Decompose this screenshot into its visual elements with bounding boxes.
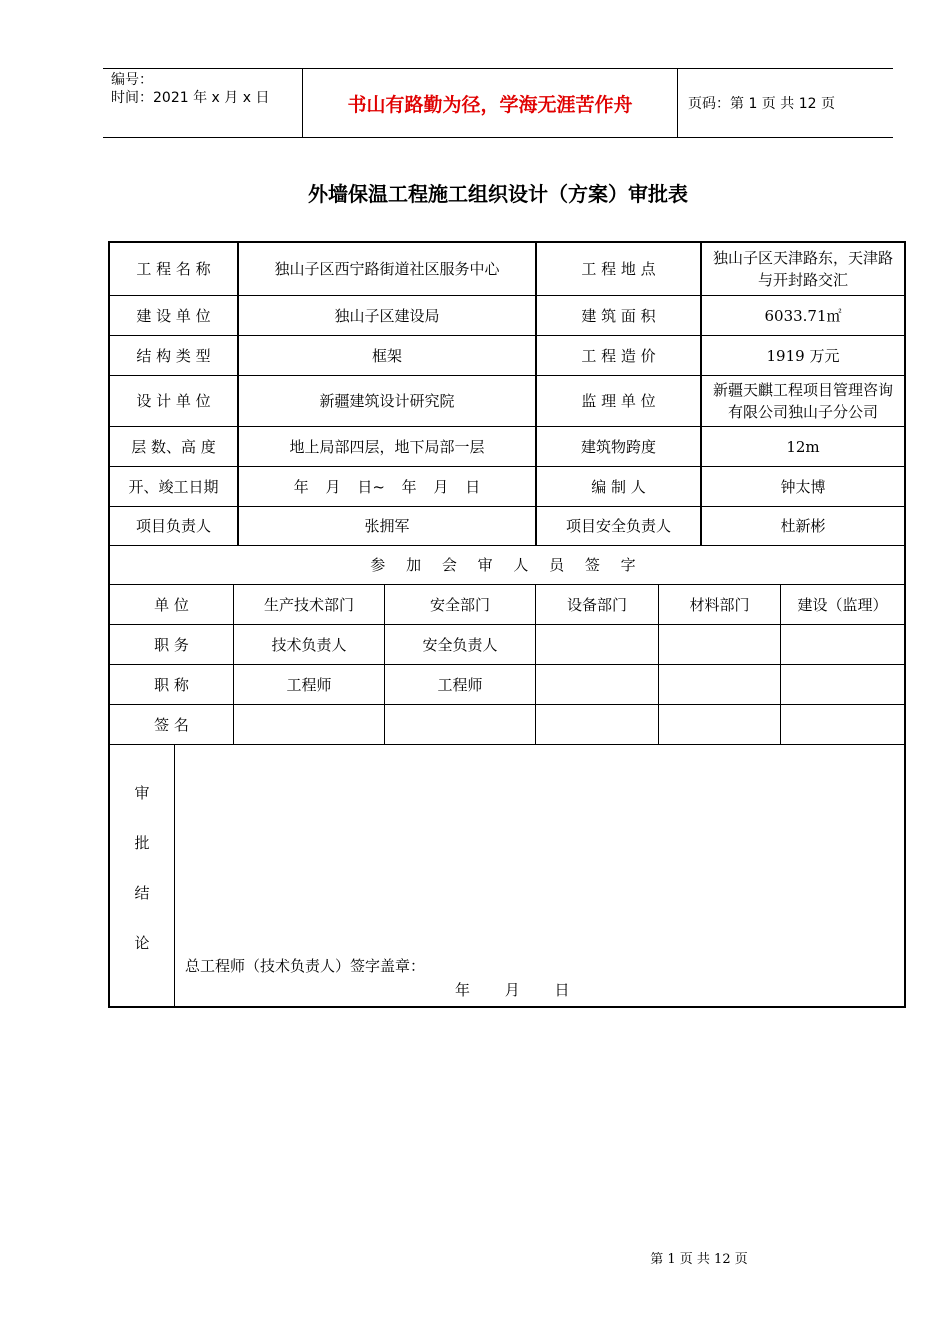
page-footer: 第 1 页 共 12 页 <box>650 1252 748 1267</box>
designer-value: 新疆建筑设计研究院 <box>319 392 455 410</box>
department-cell: 设备部门 <box>566 595 627 614</box>
designer-label: 设 计 单 位 <box>136 392 211 410</box>
rank-cell: 工程师 <box>437 675 483 694</box>
review-heading: 参 加 会 审 人 员 签 字 <box>370 556 644 574</box>
pm-value: 张拥军 <box>364 517 410 535</box>
builder-value: 独山子区建设局 <box>334 306 440 325</box>
header-meta <box>103 69 303 137</box>
time-label: 时间：2021 年 x 月 x 日 <box>111 90 270 106</box>
approval-form <box>108 241 906 1008</box>
signature-cell[interactable] <box>781 705 904 744</box>
safety-pm-value: 杜新彬 <box>780 517 826 535</box>
compiler-value: 钟太博 <box>780 477 826 496</box>
floors-value: 地上局部四层，地下局部一层 <box>289 437 485 456</box>
project-location-label: 工 程 地 点 <box>581 260 656 278</box>
duty-cell: 安全负责人 <box>422 635 498 654</box>
department-cell: 安全部门 <box>429 595 490 614</box>
rank-cell <box>781 665 904 704</box>
rank-cell: 工程师 <box>286 675 332 694</box>
structure-value: 框架 <box>371 346 402 365</box>
page-header <box>103 68 893 138</box>
approval-conclusion-label <box>110 778 174 958</box>
supervisor-label: 监 理 单 位 <box>581 392 656 410</box>
dates-label: 开、竣工日期 <box>128 477 219 496</box>
approval-label-char: 论 <box>134 934 150 952</box>
cost-label: 工 程 造 价 <box>581 346 656 365</box>
review-unit-label: 单 位 <box>154 595 189 614</box>
span-label: 建筑物跨度 <box>580 437 656 456</box>
project-name-label: 工 程 名 称 <box>136 260 211 278</box>
structure-label: 结 构 类 型 <box>136 346 211 365</box>
header-motto: 书山有路勤为径，学海无涯苦作舟 <box>303 69 678 137</box>
header-page-info: 页码：第 1 页 共 12 页 <box>688 96 835 112</box>
duty-cell <box>659 625 780 664</box>
signature-cell[interactable] <box>234 705 384 744</box>
approval-label-char: 批 <box>134 834 150 852</box>
approval-label-char: 结 <box>134 884 150 902</box>
project-name-value: 独山子区西宁路街道社区服务中心 <box>274 260 500 278</box>
department-cell: 生产技术部门 <box>263 595 354 614</box>
review-sign-label: 签 名 <box>154 715 189 734</box>
approval-date-line: 年 月 日 <box>455 981 570 999</box>
cost-value: 1919 万元 <box>766 346 840 365</box>
duty-cell <box>536 625 658 664</box>
review-duty-label: 职 务 <box>154 635 189 654</box>
area-value: 6033.71㎡ <box>764 306 842 325</box>
builder-label: 建 设 单 位 <box>136 306 211 325</box>
pm-label: 项目负责人 <box>135 517 211 535</box>
signature-cell[interactable] <box>659 705 780 744</box>
floors-label: 层 数、高 度 <box>131 437 216 456</box>
dates-value: 年 月 日~ 年 月 日 <box>293 477 481 496</box>
department-cell: 材料部门 <box>689 595 750 614</box>
document-title: 外墙保温工程施工组织设计（方案）审批表 <box>308 182 688 206</box>
department-cell: 建设（监理） <box>797 595 888 614</box>
safety-pm-label: 项目安全负责人 <box>565 517 671 535</box>
rank-cell <box>659 665 780 704</box>
duty-cell: 技术负责人 <box>271 635 347 654</box>
compiler-label: 编 制 人 <box>591 477 646 496</box>
supervisor-value: 新疆天麒工程项目管理咨询有限公司独山子分公司 <box>712 381 893 421</box>
chief-engineer-signature-line: 总工程师（技术负责人）签字盖章： <box>185 957 426 975</box>
area-label: 建 筑 面 积 <box>581 306 656 325</box>
project-location-value: 独山子区天津路东，天津路与开封路交汇 <box>712 249 893 289</box>
span-value: 12m <box>786 437 820 456</box>
signature-cell[interactable] <box>536 705 658 744</box>
number-label: 编号： <box>111 72 153 88</box>
approval-label-char: 审 <box>134 784 150 802</box>
signature-cell[interactable] <box>385 705 535 744</box>
rank-cell <box>536 665 658 704</box>
duty-cell <box>781 625 904 664</box>
review-rank-label: 职 称 <box>154 675 189 694</box>
